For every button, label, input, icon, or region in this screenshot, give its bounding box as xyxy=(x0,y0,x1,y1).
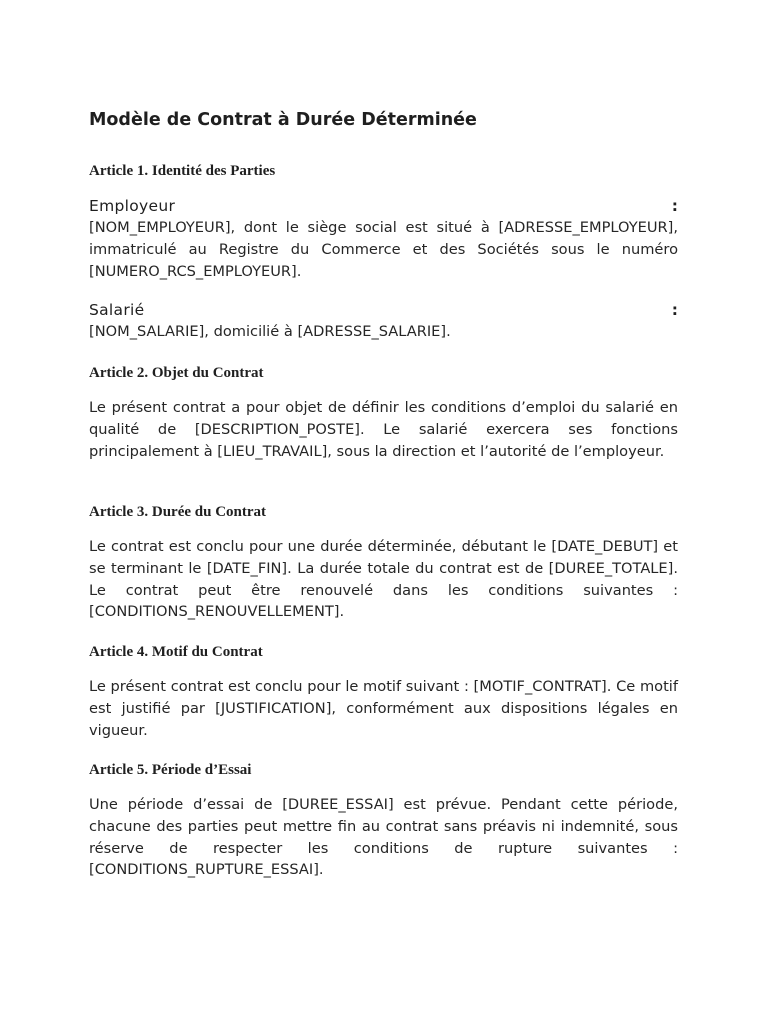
article-4-text: Le présent contrat est conclu pour le motif suivant : [MOTIF_CONTRAT]. Ce motif est justifié par [JUSTIFICATION], conformément aux dispositions légales en vigueur. xyxy=(89,678,678,739)
article-3-text: Le contrat est conclu pour une durée déterminée, débutant le [DATE_DEBUT] et se terminant le [DATE_FIN]. La durée totale du contrat est de [DUREE_TOTALE]. Le contrat peut être renouvelé dans les conditions suivantes : [CONDITIONS_RENOUVELLEMENT]. xyxy=(89,538,678,621)
article-4-heading: Article 4. Motif du Contrat xyxy=(89,644,263,660)
article-5-heading: Article 5. Période d’Essai xyxy=(89,762,252,778)
article-1-heading: Article 1. Identité des Parties xyxy=(89,163,276,179)
article-2-text: Le présent contrat a pour objet de définir les conditions d’emploi du salarié en qualité de [DESCRIPTION_POSTE]. Le salarié exercera ses fonctions principalement à [LIEU_TRAVAIL], sous la direction et l’autorité de l’employeur. xyxy=(89,399,678,460)
employer-colon: : xyxy=(671,197,678,215)
employer-details: [NOM_EMPLOYEUR], dont le siège social est situé à [ADRESSE_EMPLOYEUR], immatriculé au Registre du Commerce et des Sociétés sous le numéro [NUMERO_RCS_EMPLOYEUR]. xyxy=(89,219,678,280)
article-3-heading: Article 3. Durée du Contrat xyxy=(89,504,267,520)
employer-label-row xyxy=(89,195,678,217)
employee-label: Salarié xyxy=(89,301,145,319)
employee-details: [NOM_SALARIE], domicilié à [ADRESSE_SALARIE]. xyxy=(89,323,451,340)
document-title: Modèle de Contrat à Durée Déterminée xyxy=(89,110,477,130)
employee-colon: : xyxy=(671,301,678,319)
employee-label-row xyxy=(89,299,678,321)
employer-label: Employeur xyxy=(89,197,176,215)
article-2-heading: Article 2. Objet du Contrat xyxy=(89,365,264,381)
article-5-text: Une période d’essai de [DUREE_ESSAI] est prévue. Pendant cette période, chacune des parties peut mettre fin au contrat sans préavis ni indemnité, sous réserve de respecter les conditions de rupture suivantes : [CONDITIONS_RUPTURE_ESSAI]. xyxy=(89,796,678,879)
